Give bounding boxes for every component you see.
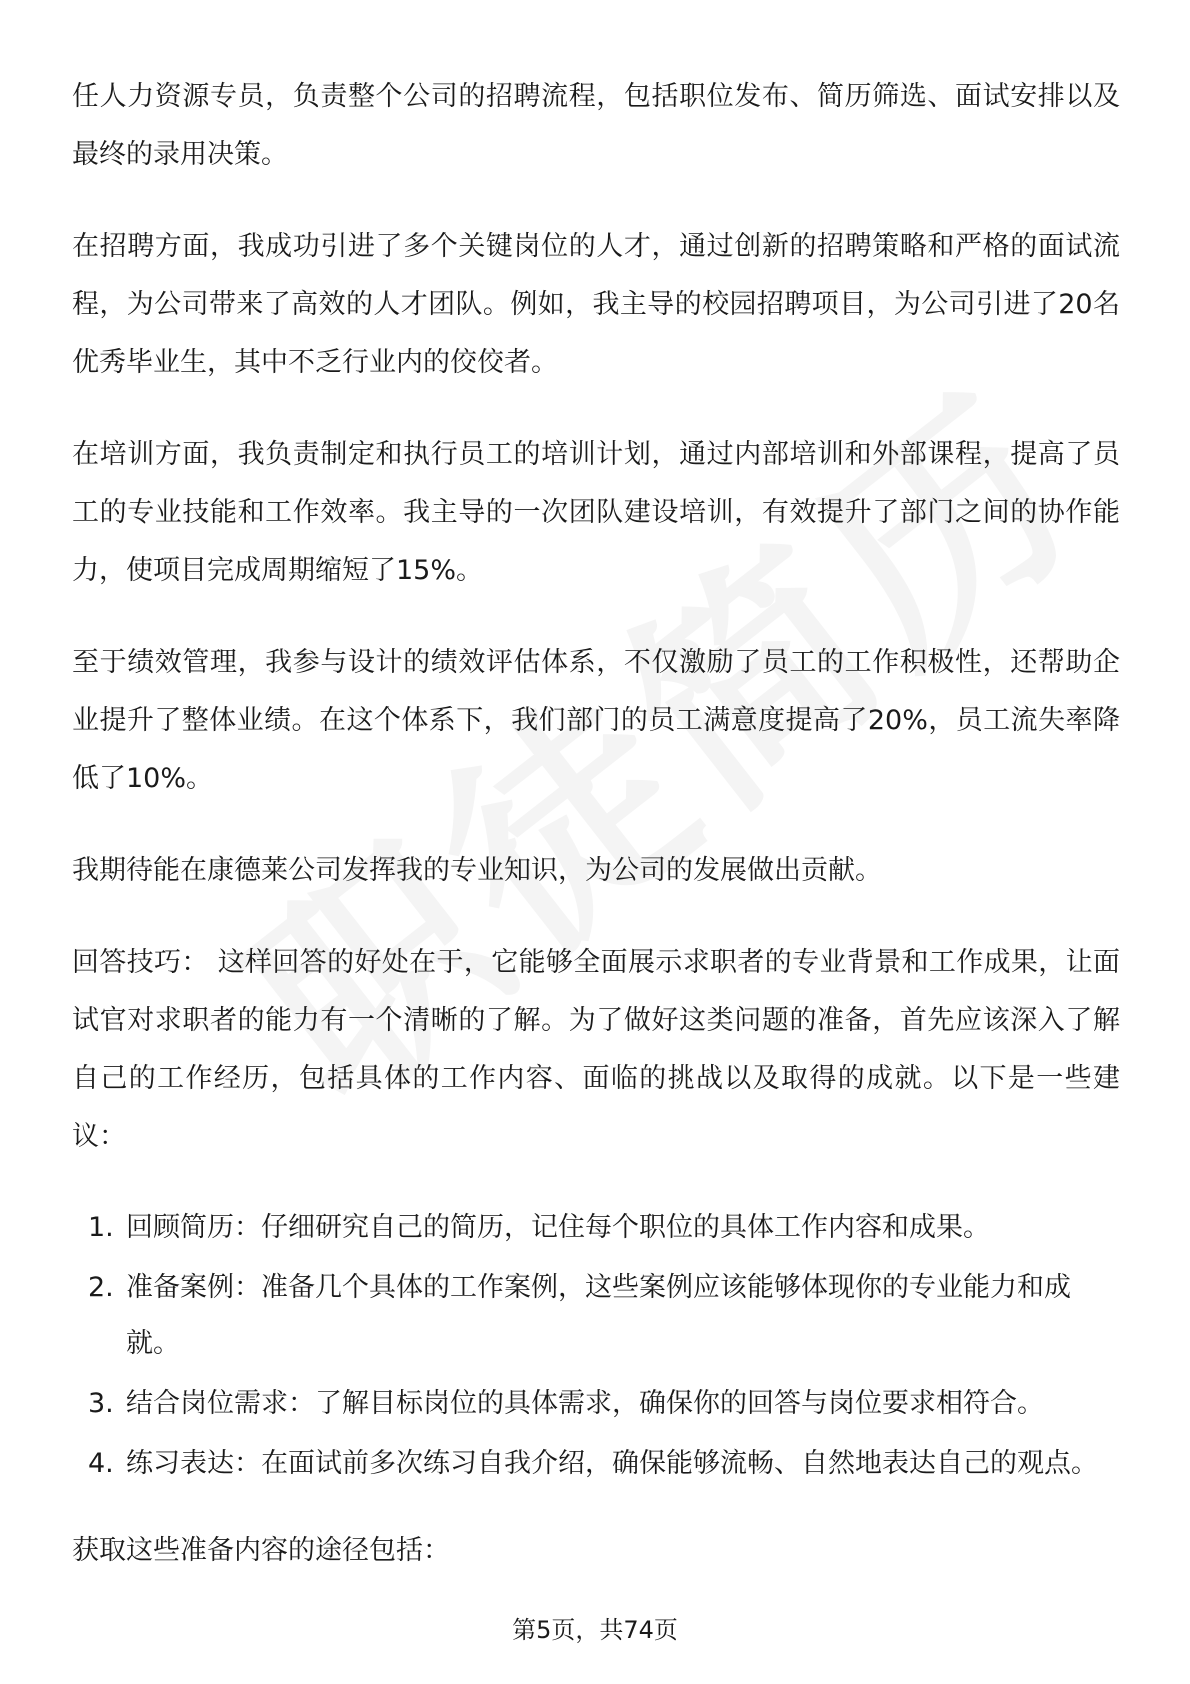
list-item-number: 3.	[88, 1388, 114, 1419]
paragraph-training: 在培训方面，我负责制定和执行员工的培训计划，通过内部培训和外部课程，提高了员工的专业技能和工作效率。我主导的一次团队建设培训，有效提升了部门之间的协作能力，使项目完成周期缩短了15%。	[72, 439, 1120, 586]
list-item-text: 结合岗位需求：了解目标岗位的具体需求，确保你的回答与岗位要求相符合。	[126, 1388, 1044, 1419]
list-item-number: 1.	[88, 1212, 114, 1243]
list-item	[72, 1376, 1120, 1432]
paragraph-closing: 获取这些准备内容的途径包括：	[72, 1535, 450, 1566]
tips-list	[72, 1200, 1120, 1492]
paragraph-answer-tips: 回答技巧： 这样回答的好处在于，它能够全面展示求职者的专业背景和工作成果，让面试官对求职者的能力有一个清晰的了解。为了做好这类问题的准备，首先应该深入了解自己的工作经历，包括具体的工作内容、面临的挑战以及取得的成就。以下是一些建议：	[72, 947, 1120, 1152]
page-content	[72, 68, 1120, 1614]
list-item	[72, 1436, 1120, 1492]
paragraph-expectation: 我期待能在康德莱公司发挥我的专业知识，为公司的发展做出贡献。	[72, 855, 882, 886]
list-item-text: 练习表达：在面试前多次练习自我介绍，确保能够流畅、自然地表达自己的观点。	[126, 1448, 1098, 1479]
page-number-footer: 第5页，共74页	[512, 1616, 678, 1644]
list-item-text: 准备案例：准备几个具体的工作案例，这些案例应该能够体现你的专业能力和成就。	[126, 1272, 1071, 1359]
paragraph-performance: 至于绩效管理，我参与设计的绩效评估体系，不仅激励了员工的工作积极性，还帮助企业提升了整体业绩。在这个体系下，我们部门的员工满意度提高了20%，员工流失率降低了10%。	[72, 647, 1120, 794]
list-item-text: 回顾简历：仔细研究自己的简历，记住每个职位的具体工作内容和成果。	[126, 1212, 990, 1243]
list-item-number: 4.	[88, 1448, 114, 1479]
list-item	[72, 1200, 1120, 1256]
paragraph-recruitment: 在招聘方面，我成功引进了多个关键岗位的人才，通过创新的招聘策略和严格的面试流程，为公司带来了高效的人才团队。例如，我主导的校园招聘项目，为公司引进了20名优秀毕业生，其中不乏行业内的佼佼者。	[72, 231, 1120, 378]
paragraph-role-summary: 任人力资源专员，负责整个公司的招聘流程，包括职位发布、简历筛选、面试安排以及最终的录用决策。	[72, 81, 1120, 170]
list-item	[72, 1260, 1120, 1372]
list-item-number: 2.	[88, 1272, 114, 1303]
